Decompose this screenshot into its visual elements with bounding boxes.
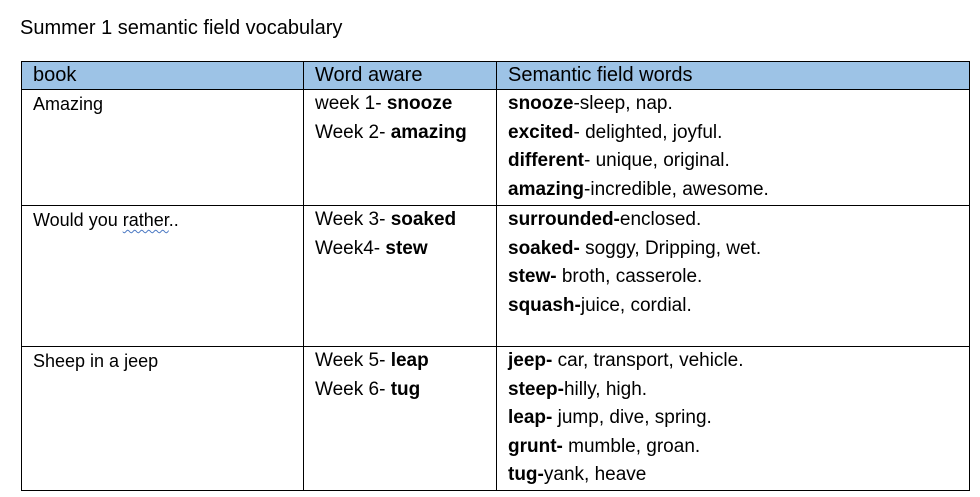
table-row (22, 90, 970, 206)
semantic-entry (508, 90, 969, 119)
semantic-term: stew- (508, 266, 557, 287)
word-aware-cell (304, 90, 497, 206)
word-aware-entry (315, 376, 496, 405)
semantic-term: different (508, 150, 584, 171)
semantic-synonyms: broth, casserole. (556, 266, 703, 287)
word-aware-entry (315, 235, 496, 264)
semantic-entry (508, 235, 969, 264)
semantic-synonyms: - delighted, joyful. (573, 121, 723, 143)
semantic-term: tug- (508, 464, 544, 485)
book-title: Sheep in a jeep (33, 351, 159, 371)
header-book: book (22, 62, 304, 90)
word-aware-entry (315, 347, 496, 376)
document-title: Summer 1 semantic field vocabulary (20, 17, 343, 39)
semantic-entry (508, 206, 969, 235)
semantic-synonyms: mumble, groan. (562, 435, 701, 457)
semantic-field-cell (497, 206, 970, 347)
word-aware-cell (304, 347, 497, 491)
semantic-synonyms: hilly, high. (563, 378, 648, 400)
semantic-synonyms: car, transport, vehicle. (552, 350, 744, 371)
semantic-entry (508, 461, 969, 490)
word-aware-entry (315, 206, 496, 235)
week-label: Week4- (315, 237, 386, 259)
semantic-entry (508, 404, 969, 433)
word-aware-word: soaked (390, 209, 457, 230)
semantic-synonyms: soggy, Dripping, wet. (579, 237, 762, 259)
book-title-suffix: .. (168, 210, 179, 230)
table-row (22, 206, 970, 347)
word-aware-entry (315, 119, 496, 148)
semantic-term: surrounded- (508, 209, 620, 230)
semantic-synonyms: enclosed. (619, 209, 702, 230)
semantic-synonyms: - unique, original. (584, 150, 730, 171)
semantic-entry (508, 347, 969, 376)
week-label: Week 3- (315, 209, 391, 230)
week-label: Week 6- (315, 378, 391, 400)
header-semantic-field-words: Semantic field words (497, 62, 970, 90)
semantic-term: snooze (508, 93, 574, 114)
semantic-entry (508, 119, 969, 148)
table-header-row (22, 62, 970, 90)
semantic-entry (508, 376, 969, 405)
word-aware-word: snooze (386, 93, 453, 114)
book-cell (22, 90, 304, 206)
semantic-field-cell (497, 90, 970, 206)
week-label: Week 5- (315, 350, 391, 371)
semantic-term: grunt- (508, 435, 563, 457)
book-title: Amazing (33, 94, 104, 114)
table-row (22, 347, 970, 491)
semantic-term: jeep- (508, 350, 553, 371)
semantic-field-cell (497, 347, 970, 491)
semantic-entry (508, 263, 969, 292)
word-aware-word: tug (390, 378, 421, 400)
book-cell (22, 347, 304, 491)
semantic-synonyms: -incredible, awesome. (584, 178, 769, 200)
semantic-term: amazing (508, 178, 585, 200)
word-aware-word: leap (390, 350, 429, 371)
semantic-term: soaked- (508, 237, 580, 259)
book-title-prefix: Would you (33, 210, 123, 230)
word-aware-word: amazing (390, 121, 467, 143)
semantic-entry (508, 292, 969, 321)
header-word-aware: Word aware (304, 62, 497, 90)
semantic-term: leap- (508, 407, 553, 428)
spellcheck-flagged-word[interactable]: rather (122, 210, 169, 230)
word-aware-cell (304, 206, 497, 347)
semantic-entry (508, 176, 969, 205)
semantic-synonyms: jump, dive, spring. (552, 407, 712, 428)
semantic-synonyms: juice, cordial. (580, 294, 692, 316)
word-aware-word: stew (385, 237, 428, 259)
semantic-synonyms: yank, heave (543, 464, 647, 485)
semantic-entry (508, 147, 969, 176)
semantic-term: excited (508, 121, 574, 143)
book-cell (22, 206, 304, 347)
word-aware-entry (315, 90, 496, 119)
semantic-entry (508, 433, 969, 462)
semantic-synonyms: -sleep, nap. (573, 93, 673, 114)
book-title (33, 206, 303, 235)
week-label: Week 2- (315, 121, 391, 143)
week-label: week 1- (315, 93, 387, 114)
semantic-term: squash- (508, 294, 581, 316)
semantic-term: steep- (508, 378, 564, 400)
vocabulary-table (21, 61, 970, 491)
